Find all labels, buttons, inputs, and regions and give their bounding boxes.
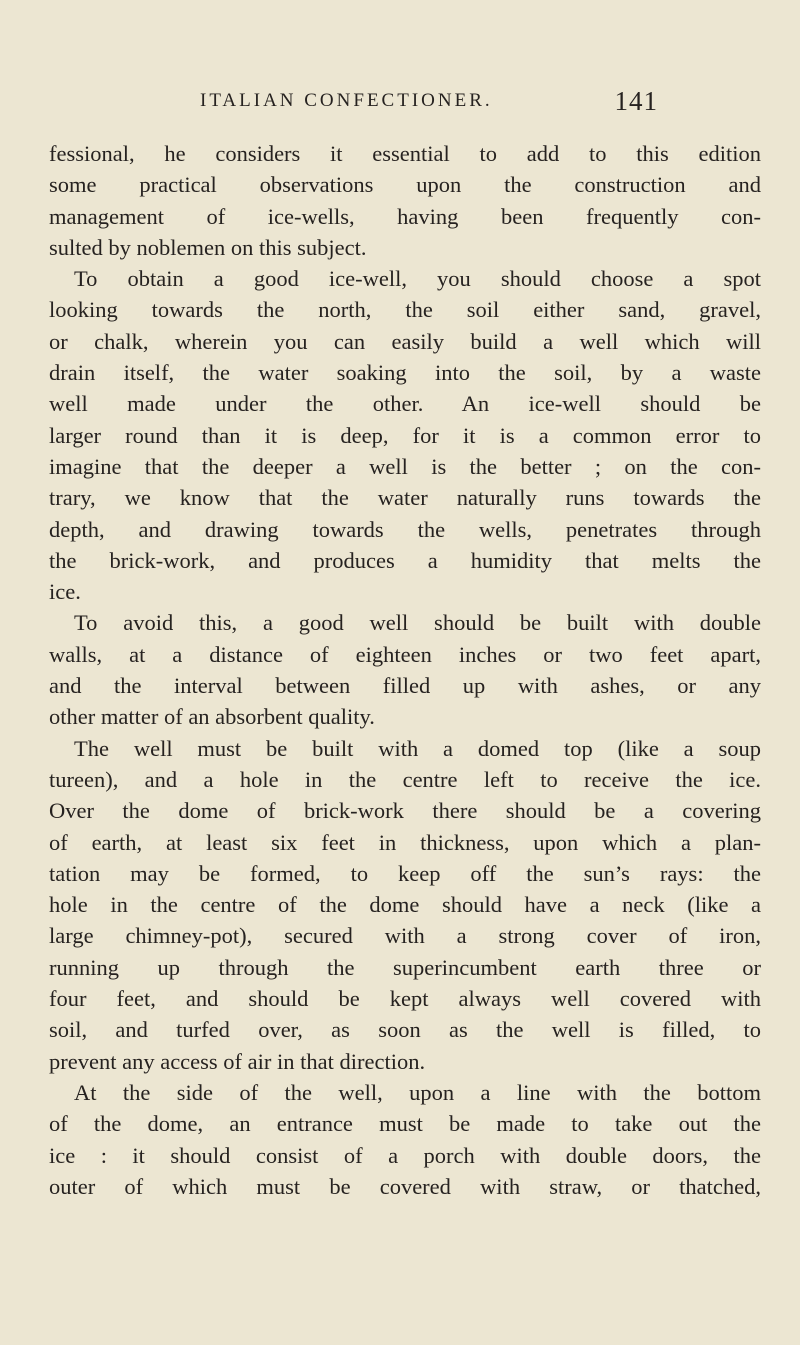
text-line: management of ice-wells, having been frequently con- (49, 203, 761, 229)
text-line: the brick-work, and produces a humidity that melts the (49, 547, 761, 573)
text-line: walls, at a distance of eighteen inches or two feet apart, (49, 641, 761, 667)
text-line: The well must be built with a domed top (like a soup (74, 735, 761, 761)
text-line: soil, and turfed over, as soon as the well is filled, to (49, 1017, 761, 1043)
text-line: well made under the other. An ice-well should be (49, 391, 761, 417)
text-line: looking towards the north, the soil either sand, gravel, (49, 297, 761, 323)
text-line: prevent any access of air in that direction. (49, 1048, 426, 1074)
page-number: 141 (614, 86, 658, 116)
text-line: Over the dome of brick-work there should be a covering (49, 798, 761, 824)
text-line: some practical observations upon the construction and (49, 172, 761, 198)
running-head (200, 86, 658, 120)
text-line: depth, and drawing towards the wells, penetrates through (49, 516, 761, 542)
text-line: sulted by noblemen on this subject. (49, 234, 367, 260)
body-text (49, 138, 761, 1202)
text-line: ice : it should consist of a porch with double doors, the (49, 1142, 761, 1168)
text-line: To obtain a good ice-well, you should choose a spot (74, 266, 761, 292)
text-line: of earth, at least six feet in thickness, upon which a plan- (49, 829, 761, 855)
text-line: tureen), and a hole in the centre left to receive the ice. (49, 766, 761, 792)
text-line: outer of which must be covered with straw, or thatched, (49, 1173, 761, 1199)
text-line: other matter of an absorbent quality. (49, 704, 375, 730)
text-line: large chimney-pot), secured with a strong cover of iron, (49, 923, 761, 949)
text-line: four feet, and should be kept always well covered with (49, 986, 761, 1012)
text-line: fessional, he considers it essential to add to this edition (49, 141, 761, 166)
text-line: and the interval between filled up with ashes, or any (49, 673, 761, 699)
text-line: running up through the superincumbent earth three or (49, 954, 761, 980)
running-title: ITALIAN CONFECTIONER. (200, 90, 493, 111)
text-line: larger round than it is deep, for it is a common error to (49, 422, 761, 448)
text-line: ice. (49, 579, 81, 605)
text-line: trary, we know that the water naturally runs towards the (49, 485, 761, 511)
text-line: drain itself, the water soaking into the soil, by a waste (49, 360, 761, 386)
text-line: tation may be formed, to keep off the sun’s rays: the (49, 860, 761, 886)
text-line: At the side of the well, upon a line with the bottom (74, 1079, 761, 1105)
text-line: hole in the centre of the dome should have a neck (like a (49, 892, 761, 918)
text-line: or chalk, wherein you can easily build a well which will (49, 328, 761, 354)
text-line: of the dome, an entrance must be made to take out the (49, 1111, 761, 1137)
text-line: imagine that the deeper a well is the better ; on the con- (49, 453, 761, 479)
text-line: To avoid this, a good well should be built with double (74, 610, 761, 636)
